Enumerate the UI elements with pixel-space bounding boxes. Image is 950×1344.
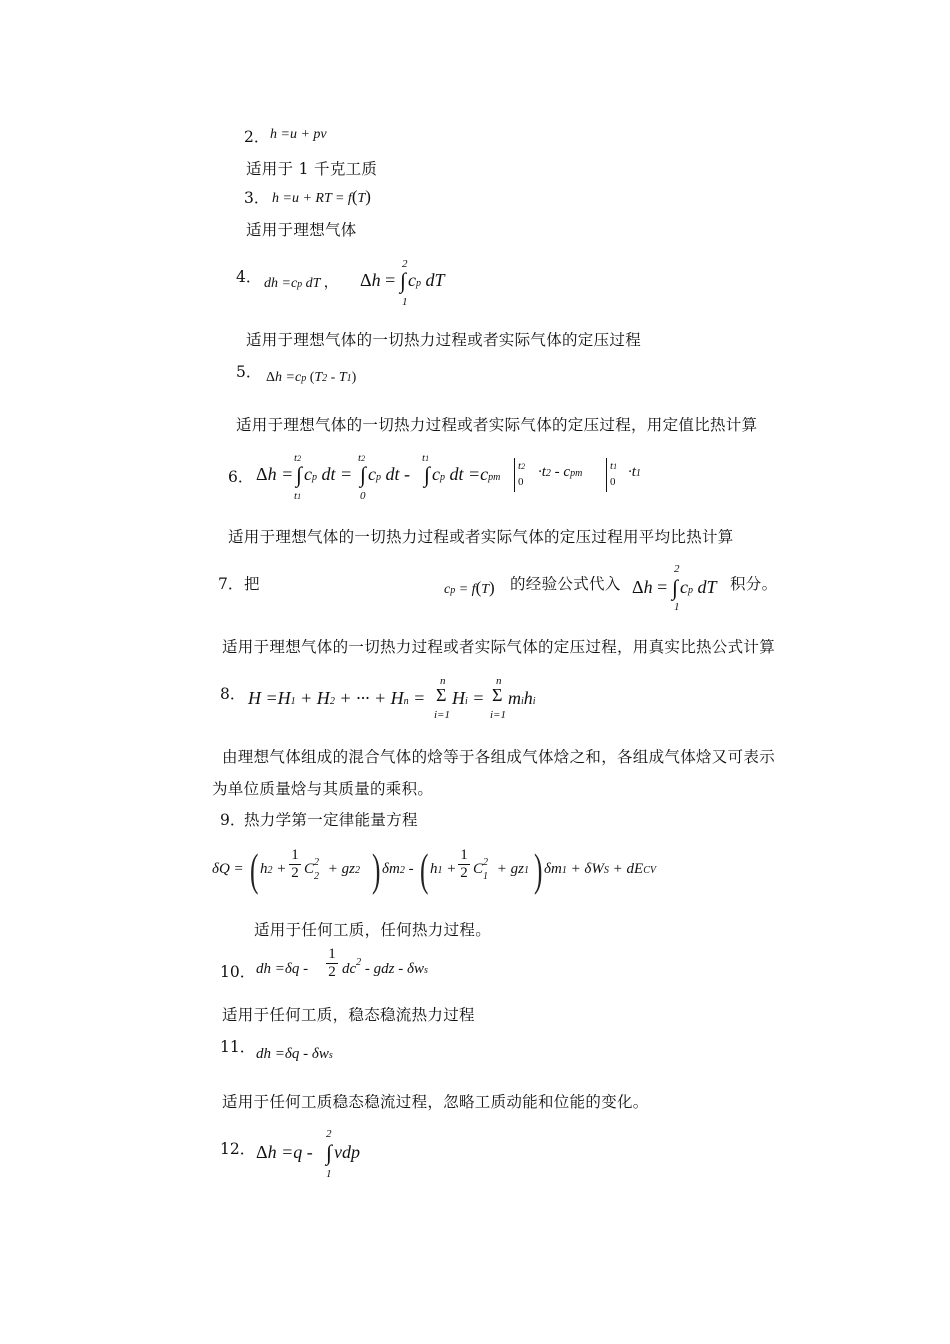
item-10-note: 适用于任何工质，稳态稳流热力过程 [222,1006,475,1024]
item-2-number: 2． [244,128,270,146]
item-7-lead: 把 [244,575,260,593]
formula-cp-function-of-T: cp = f(T) [444,578,495,597]
item-8-note-line1: 由理想气体组成的混合气体的焓等于各组成气体焓之和，各组成气体焓又可表示 [222,748,776,766]
item-11-note: 适用于任何工质稳态稳流过程，忽略工质动能和位能的变化。 [222,1093,649,1111]
item-9-number: 9． [220,811,246,829]
item-2-note: 适用于 1 千克工质 [246,160,378,178]
item-4-number: 4． [236,268,262,286]
formula-delta-h-constant-cp: Δh =cp (T2 - T1) [266,370,357,385]
formula-enthalpy-definition: h =u + pv [270,127,327,142]
item-6-number: 6． [228,468,254,486]
item-7-mid: 的经验公式代入 [510,575,621,593]
item-7-note: 适用于理想气体的一切热力过程或者实际气体的定压过程，用真实比热公式计算 [222,638,776,656]
formula-dh-cp-dT: dh =cp dT ， [264,276,338,291]
item-11-number: 11． [220,1038,256,1056]
item-8-number: 8． [220,685,246,703]
item-3-number: 3． [244,189,270,207]
item-6-note: 适用于理想气体的一切热力过程或者实际气体的定压过程用平均比热计算 [228,528,734,546]
formula-dh-steady-flow: dh =δq - $\frac{1}{2}$ $dc^2$ - gdz - δws [256,946,428,980]
item-7-number: 7． [218,575,244,593]
item-9-note: 适用于任何工质，任何热力过程。 [254,921,492,939]
formula-delta-h-q-vdp: 2 Δh =q - ∫ vdp 1 [256,1128,360,1180]
formula-ideal-gas-enthalpy: h =u + RT = f(T) [272,187,371,206]
item-5-number: 5． [236,363,262,381]
formula-dh-dq-dws: dh =δq - δws [256,1046,333,1062]
formula-delta-h-mean-cp: Δh = t2 ∫ cp dt = t1 t2 ∫ cp dt - 0 t1 ∫ cp dt =cpm t2 0 ·t2 - cpm t1 0 ·t1 [256,452,641,502]
item-4-note: 适用于理想气体的一切热力过程或者实际气体的定压过程 [246,331,642,349]
item-9-title: 热力学第一定律能量方程 [244,811,418,829]
item-10-number: 10． [220,963,256,981]
formula-delta-h-integral-2: 2 Δh = ∫ cp dT 1 [632,563,717,613]
formula-first-law-energy-equation: δQ = ( h2 + $\frac{1}{2}$ $C_2^2 + gz2$ ) δm2 - ( h1 + $\frac{1}{2}$ $C_1^2 + gz1$ ) δm1 + δWS + dECV [212,844,656,895]
item-7-tail: 积分。 [730,575,778,593]
item-5-note: 适用于理想气体的一切热力过程或者实际气体的定压过程，用定值比热计算 [236,416,758,434]
item-3-note: 适用于理想气体 [246,221,357,239]
item-8-note-line2: 为单位质量焓与其质量的乘积。 [212,780,434,798]
formula-mixture-enthalpy: H =H1 + H2 + ··· + Hn = n Σ i=1 Hi = n Σ i=1 mihi [248,675,536,721]
item-12-number: 12． [220,1140,256,1158]
